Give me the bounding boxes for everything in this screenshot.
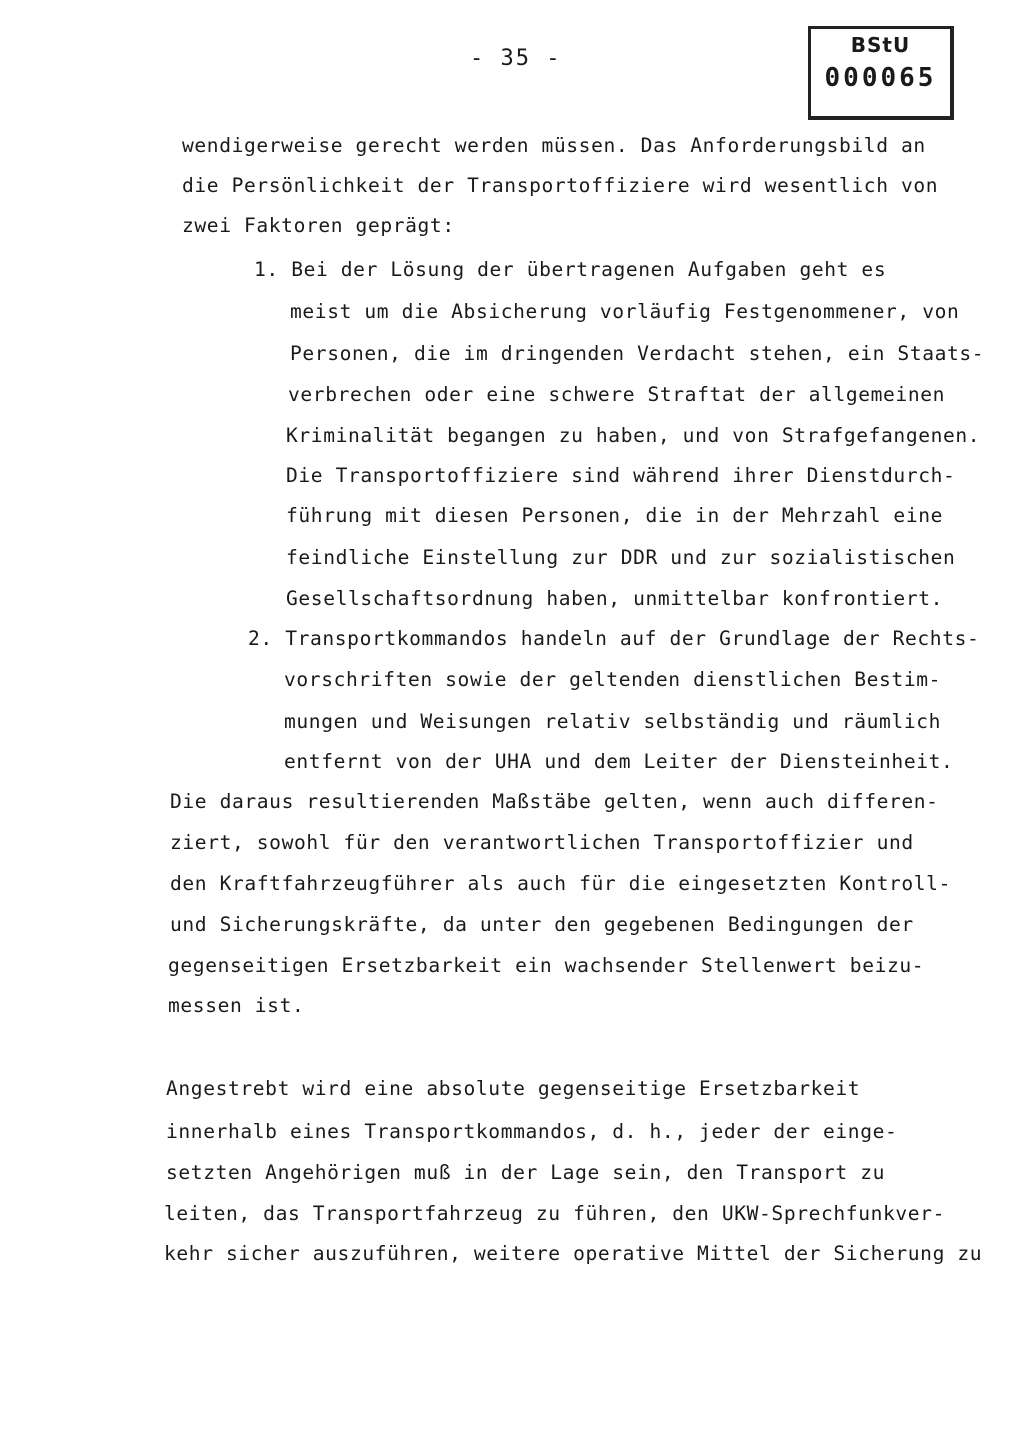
text-line: leiten, das Transportfahrzeug zu führen, den UKW-Sprechfunkver- bbox=[164, 1202, 945, 1225]
archive-stamp bbox=[808, 26, 954, 120]
list-item-2-line: mungen und Weisungen relativ selbständig und räumlich bbox=[284, 710, 942, 733]
text-line: wendigerweise gerecht werden müssen. Das Anforderungsbild an bbox=[182, 134, 926, 157]
list-item-1-line: Gesellschaftsordnung haben, unmittelbar konfrontiert. bbox=[286, 587, 944, 610]
stamp-number: 000065 bbox=[824, 63, 937, 93]
text-line: die Persönlichkeit der Transportoffiziere wird wesentlich von bbox=[182, 174, 939, 197]
list-item-1-line: Personen, die im dringenden Verdacht stehen, ein Staats- bbox=[290, 342, 985, 365]
list-item-2-line: vorschriften sowie der geltenden dienstlichen Bestim- bbox=[284, 668, 942, 691]
stamp-label: BStU bbox=[850, 33, 911, 57]
text-line: messen ist. bbox=[168, 994, 305, 1017]
text-line: den Kraftfahrzeugführer als auch für die eingesetzten Kontroll- bbox=[170, 872, 951, 895]
list-item-1-line: 1. Bei der Lösung der übertragenen Aufgaben geht es bbox=[254, 258, 887, 281]
list-item-2-line: 2. Transportkommandos handeln auf der Grundlage der Rechts- bbox=[248, 627, 980, 650]
text-line: Angestrebt wird eine absolute gegenseitige Ersetzbarkeit bbox=[166, 1077, 861, 1100]
list-item-1-line: feindliche Einstellung zur DDR und zur sozialistischen bbox=[286, 546, 956, 569]
list-item-1-line: meist um die Absicherung vorläufig Festgenommener, von bbox=[290, 300, 960, 323]
text-line: kehr sicher auszuführen, weitere operative Mittel der Sicherung zu bbox=[164, 1242, 983, 1265]
text-line: und Sicherungskräfte, da unter den gegebenen Bedingungen der bbox=[170, 913, 914, 936]
text-line: setzten Angehörigen muß in der Lage sein, den Transport zu bbox=[166, 1161, 885, 1184]
list-item-1-line: führung mit diesen Personen, die in der Mehrzahl eine bbox=[286, 504, 944, 527]
list-item-2-line: entfernt von der UHA und dem Leiter der Diensteinheit. bbox=[284, 750, 954, 773]
list-item-1-line: Die Transportoffiziere sind während ihrer Dienstdurch- bbox=[286, 464, 956, 487]
text-line: zwei Faktoren geprägt: bbox=[182, 214, 455, 237]
list-item-1-line: verbrechen oder eine schwere Straftat der allgemeinen bbox=[288, 383, 946, 406]
list-item-1-line: Kriminalität begangen zu haben, und von Strafgefangenen. bbox=[286, 424, 981, 447]
text-line: innerhalb eines Transportkommandos, d. h., jeder der einge- bbox=[166, 1120, 898, 1143]
text-line: Die daraus resultierenden Maßstäbe gelten, wenn auch differen- bbox=[170, 790, 939, 813]
text-line: ziert, sowohl für den verantwortlichen Transportoffizier und bbox=[170, 831, 914, 854]
page-number: - 35 - bbox=[470, 46, 562, 71]
text-line: gegenseitigen Ersetzbarkeit ein wachsender Stellenwert beizu- bbox=[168, 954, 925, 977]
